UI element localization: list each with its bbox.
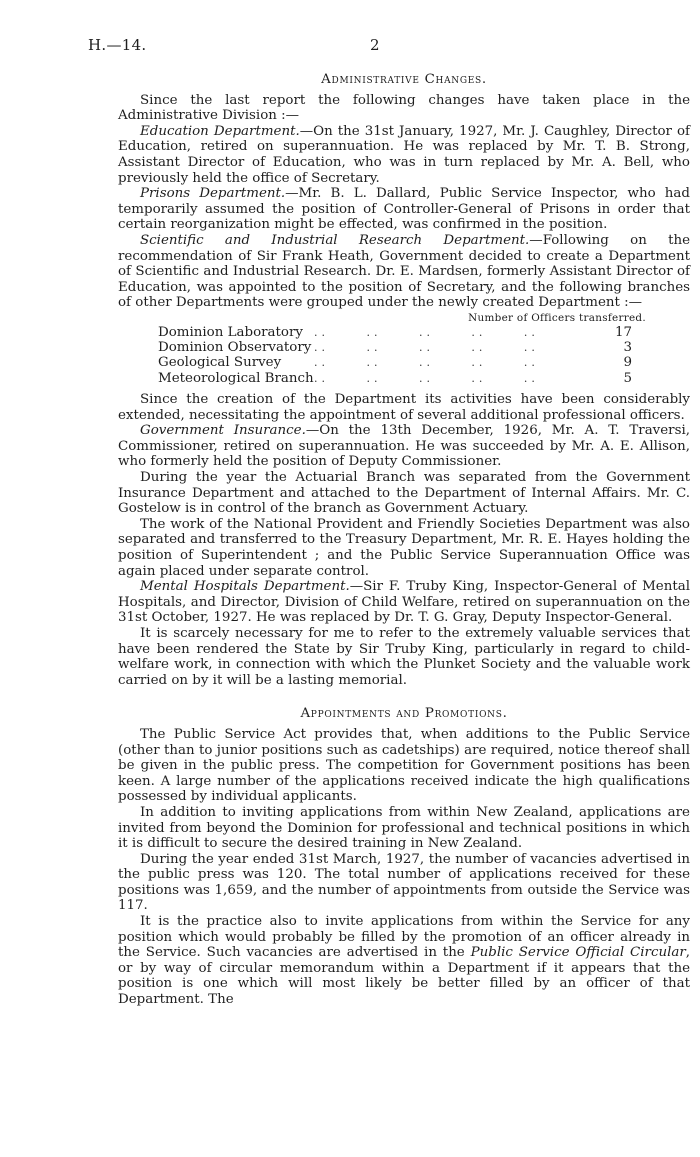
paragraph-intro: Since the last report the following changes have taken place in the Administrative Division :— <box>118 92 690 124</box>
report-reference: H.—14. <box>88 36 147 54</box>
table-row-value: 3 <box>623 339 632 355</box>
paragraph-prisons-department: Prisons Department.—Mr. B. L. Dallard, Public Service Inspector, who had temporarily assumed the position of Controller-General of Prisons in order that certain reorganization might be effected, was confirmed in the position. <box>118 186 690 233</box>
section-heading-administrative-changes: Administrative Changes. <box>321 72 487 87</box>
subheading-education-department: Education Department. <box>140 123 300 139</box>
table-row-name: Geological Survey <box>158 355 282 371</box>
paragraph-government-insurance: Government Insurance.—On the 13th December, 1926, Mr. A. T. Traversi, Commissioner, retired on superannuation. He was succeeded by Mr. A. E. Allison, who formerly held the position of Deputy Commissioner. <box>118 423 690 470</box>
table-row-name: Dominion Observatory <box>158 339 312 355</box>
table-row-leader: .. .. .. .. .. <box>314 340 539 354</box>
table-row <box>118 371 690 386</box>
paragraph-overseas-applications: In addition to inviting applications from within New Zealand, applications are invited from beyond the Dominion for professional and technical positions in which it is difficult to secure the desired training in New Zealand. <box>118 804 690 852</box>
table-row <box>118 355 690 370</box>
paragraph-vacancies: During the year ended 31st March, 1927, the number of vacancies advertised in the public press was 120. The total number of applications received for these positions was 1,659, and the number of appointments from outside the Service was 117. <box>118 851 690 914</box>
table-row-value: 5 <box>623 370 632 386</box>
paragraph-mental-hospitals: Mental Hospitals Department.—Sir F. Truby King, Inspector-General of Mental Hospitals, and Director, Division of Child Welfare, retired on superannuation on the 31st October, 1927. He was replaced by Dr. T. G. Gray, Deputy Inspector-General. <box>118 579 690 626</box>
table-row-value: 17 <box>614 324 632 340</box>
paragraph-internal-applications: It is the practice also to invite applications from within the Service for any position which would probably be filled by the promotion of an officer already in the Service. Such vacancies are advertised in the Public Service Official Circular, or by way of circular memorandum within a Department if it appears that the position is one which will most likely be better filled by an officer of that Department. The <box>118 914 691 1008</box>
paragraph-provident-societies: The work of the National Provident and Friendly Societies Department was also separated and transferred to the Treasury Department, Mr. R. E. Hayes holding the position of Superintendent ; and the Public Service Superannuation Office was again placed under separate control. <box>118 516 690 579</box>
officers-transferred-table <box>118 313 690 386</box>
table-row-name: Meteorological Branch <box>158 370 314 386</box>
section-heading-appointments: Appointments and Promotions. <box>300 706 508 722</box>
table-row-leader: .. .. .. .. .. <box>314 356 539 370</box>
paragraph-public-service-act: The Public Service Act provides that, when additions to the Public Service (other than to junior positions such as cadetships) are required, notice thereof shall be given in the public press. The competition for Government positions has been keen. A large number of the applications received indicate the high qualifications possessed by individual applicants. <box>118 726 690 805</box>
table-row-name: Dominion Laboratory <box>158 324 303 340</box>
table-row <box>118 325 690 340</box>
document-body <box>118 72 690 1008</box>
subheading-government-insurance: Government Insurance. <box>140 423 306 439</box>
table-row-leader: .. .. .. .. .. <box>314 325 539 339</box>
paragraph-education-department: Education Department.—On the 31st January, 1927, Mr. J. Caughley, Director of Education, retired on superannuation. He was replaced by Mr. T. B. Strong, Assistant Director of Education, who was in turn replaced by Mr. A. Bell, who previously held the office of Secretary. <box>118 123 690 186</box>
table-row-leader: .. .. .. .. .. <box>314 371 539 385</box>
page-header <box>88 38 608 56</box>
paragraph-scientific-research: Scientific and Industrial Research Department.—Following on the recommendation of Sir Frank Heath, Government decided to create a Department of Scientific and Industrial Research. Dr. E. Mardsen, formerly Assistant Director of Education, was appointed to the position of Secretary, and the following branches of other Departments were grouped under the newly created Department :— <box>118 232 690 311</box>
subheading-mental-hospitals: Mental Hospitals Department. <box>140 579 350 595</box>
subheading-prisons-department: Prisons Department. <box>140 186 286 202</box>
paragraph-department-activities: Since the creation of the Department its activities have been considerably extended, necessitating the appointment of several additional professional officers. <box>118 392 690 423</box>
page-number: 2 <box>370 36 380 54</box>
table-column-header: Number of Officers transferred. <box>468 311 646 324</box>
table-row-value: 9 <box>623 355 632 371</box>
publication-title: Public Service Official Circular <box>470 945 686 961</box>
subheading-scientific-research: Scientific and Industrial Research Department. <box>140 232 530 248</box>
paragraph-actuarial-branch: During the year the Actuarial Branch was separated from the Government Insurance Department and attached to the Department of Internal Affairs. Mr. C. Gostelow is in control of the branch as Government Actuary. <box>118 470 690 517</box>
table-row <box>118 340 690 355</box>
paragraph-truby-king: It is scarcely necessary for me to refer to the extremely valuable services that have been rendered the State by Sir Truby King, particularly in regard to child-welfare work, in connection with which the Plunket Society and the valuable work carried on by it will be a lasting memorial. <box>118 625 690 688</box>
